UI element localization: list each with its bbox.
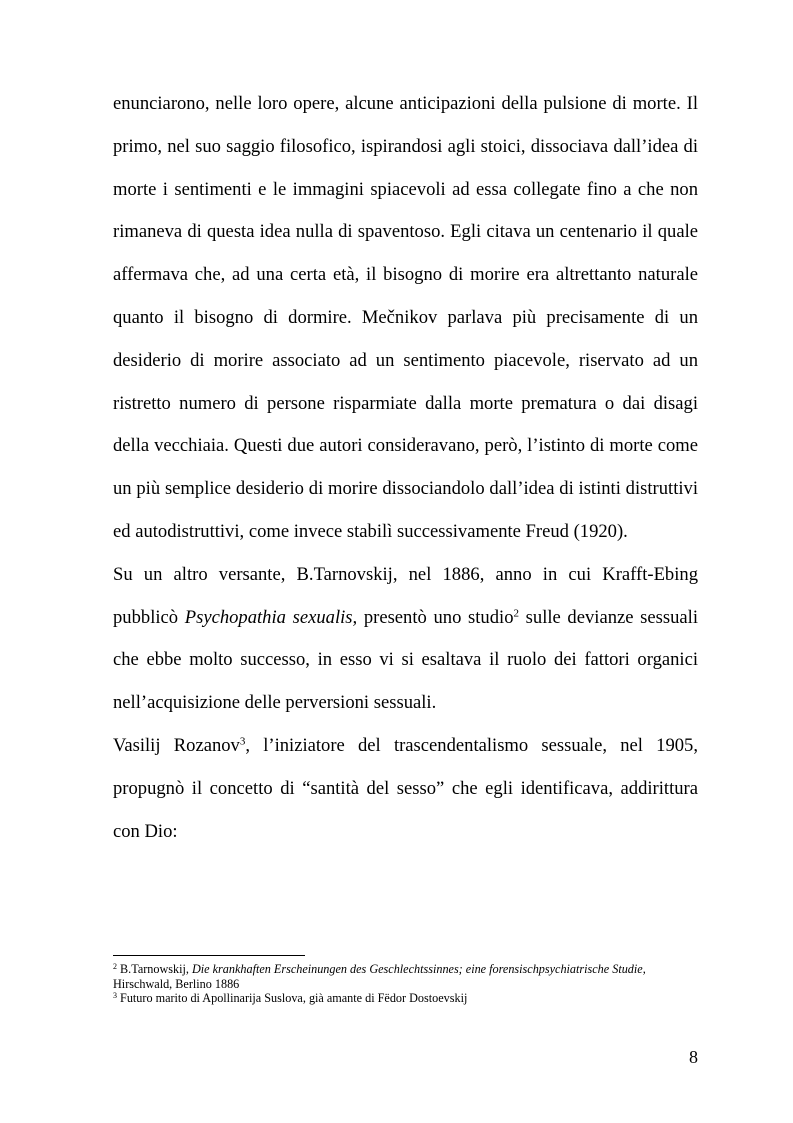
footnote-3-text: Futuro marito di Apollinarija Suslova, già amante di Fëdor Dostoevskij <box>117 991 468 1005</box>
footnote-2 <box>113 962 701 991</box>
paragraph-3 <box>113 725 698 853</box>
footnote-ref-3[interactable]: 3 <box>239 735 246 748</box>
footnote-ref-2[interactable]: 2 <box>513 606 519 619</box>
paragraph-3-text-a: Vasilij Rozanov <box>113 734 240 756</box>
footnote-2-text-a: B.Tarnowskij, <box>117 962 192 976</box>
footnote-3-number: 3 <box>113 991 117 1000</box>
main-text <box>113 83 698 853</box>
footnote-2-title: Die krankhaften Erscheinungen des Geschlechtssinnes; eine forensischpsychiatrische Studie, <box>191 962 646 976</box>
paragraph-1-text: enunciarono, nelle loro opere, alcune anticipazioni della pulsione di morte. Il primo, nel suo saggio filosofico, ispirandosi agli stoici, dissociava dall’idea di morte i sentimenti e le immagini spiacevoli ad essa collegate fino a che non rimaneva di questa idea nulla di spaventoso. Egli citava un centenario il quale affermava che, ad una certa età, il bisogno di morire era altrettanto naturale quanto il bisogno di dormire. Mečnikov parlava più precisamente di un desiderio di morire associato ad un sentimento piacevole, riservato ad un ristretto numero di persone risparmiate dalla morte prematura o dai disagi della vecchiaia. Questi due autori consideravano, però, l’istinto di morte come un più semplice desiderio di morire dissociandolo dall’idea di istinti distruttivi ed autodistruttivi, come invece stabilì successivamente Freud (1920). <box>113 93 698 542</box>
paragraph-3-text-b: , l’iniziatore del trascendentalismo sessuale, nel 1905, propugnò il concetto di “santità del sesso” che egli identificava, addirittura con Dio: <box>113 734 698 842</box>
paragraph-2-text-c: sulle devianze sessuali che ebbe molto successo, in esso vi si esaltava il ruolo dei fattori organici nell’acquisizione delle perversioni sessuali. <box>113 606 699 714</box>
page-number: 8 <box>689 1047 698 1067</box>
footnote-3 <box>113 991 701 1006</box>
paragraph-1 <box>113 83 698 554</box>
footnote-divider <box>113 955 305 956</box>
footnote-2-text-b: Hirschwald, Berlino 1886 <box>113 976 240 991</box>
book-title-psychopathia: Psychopathia sexualis, <box>184 606 358 628</box>
footnotes <box>113 962 701 1006</box>
footnote-2-number: 2 <box>113 962 117 971</box>
paragraph-2-text-a: Su un altro versante, B.Tarnovskij, nel 1886, anno in cui Krafft-Ebing pubblicò <box>113 563 698 628</box>
paragraph-2 <box>113 554 698 725</box>
paragraph-2-text-b: presentò uno studio <box>357 606 514 628</box>
